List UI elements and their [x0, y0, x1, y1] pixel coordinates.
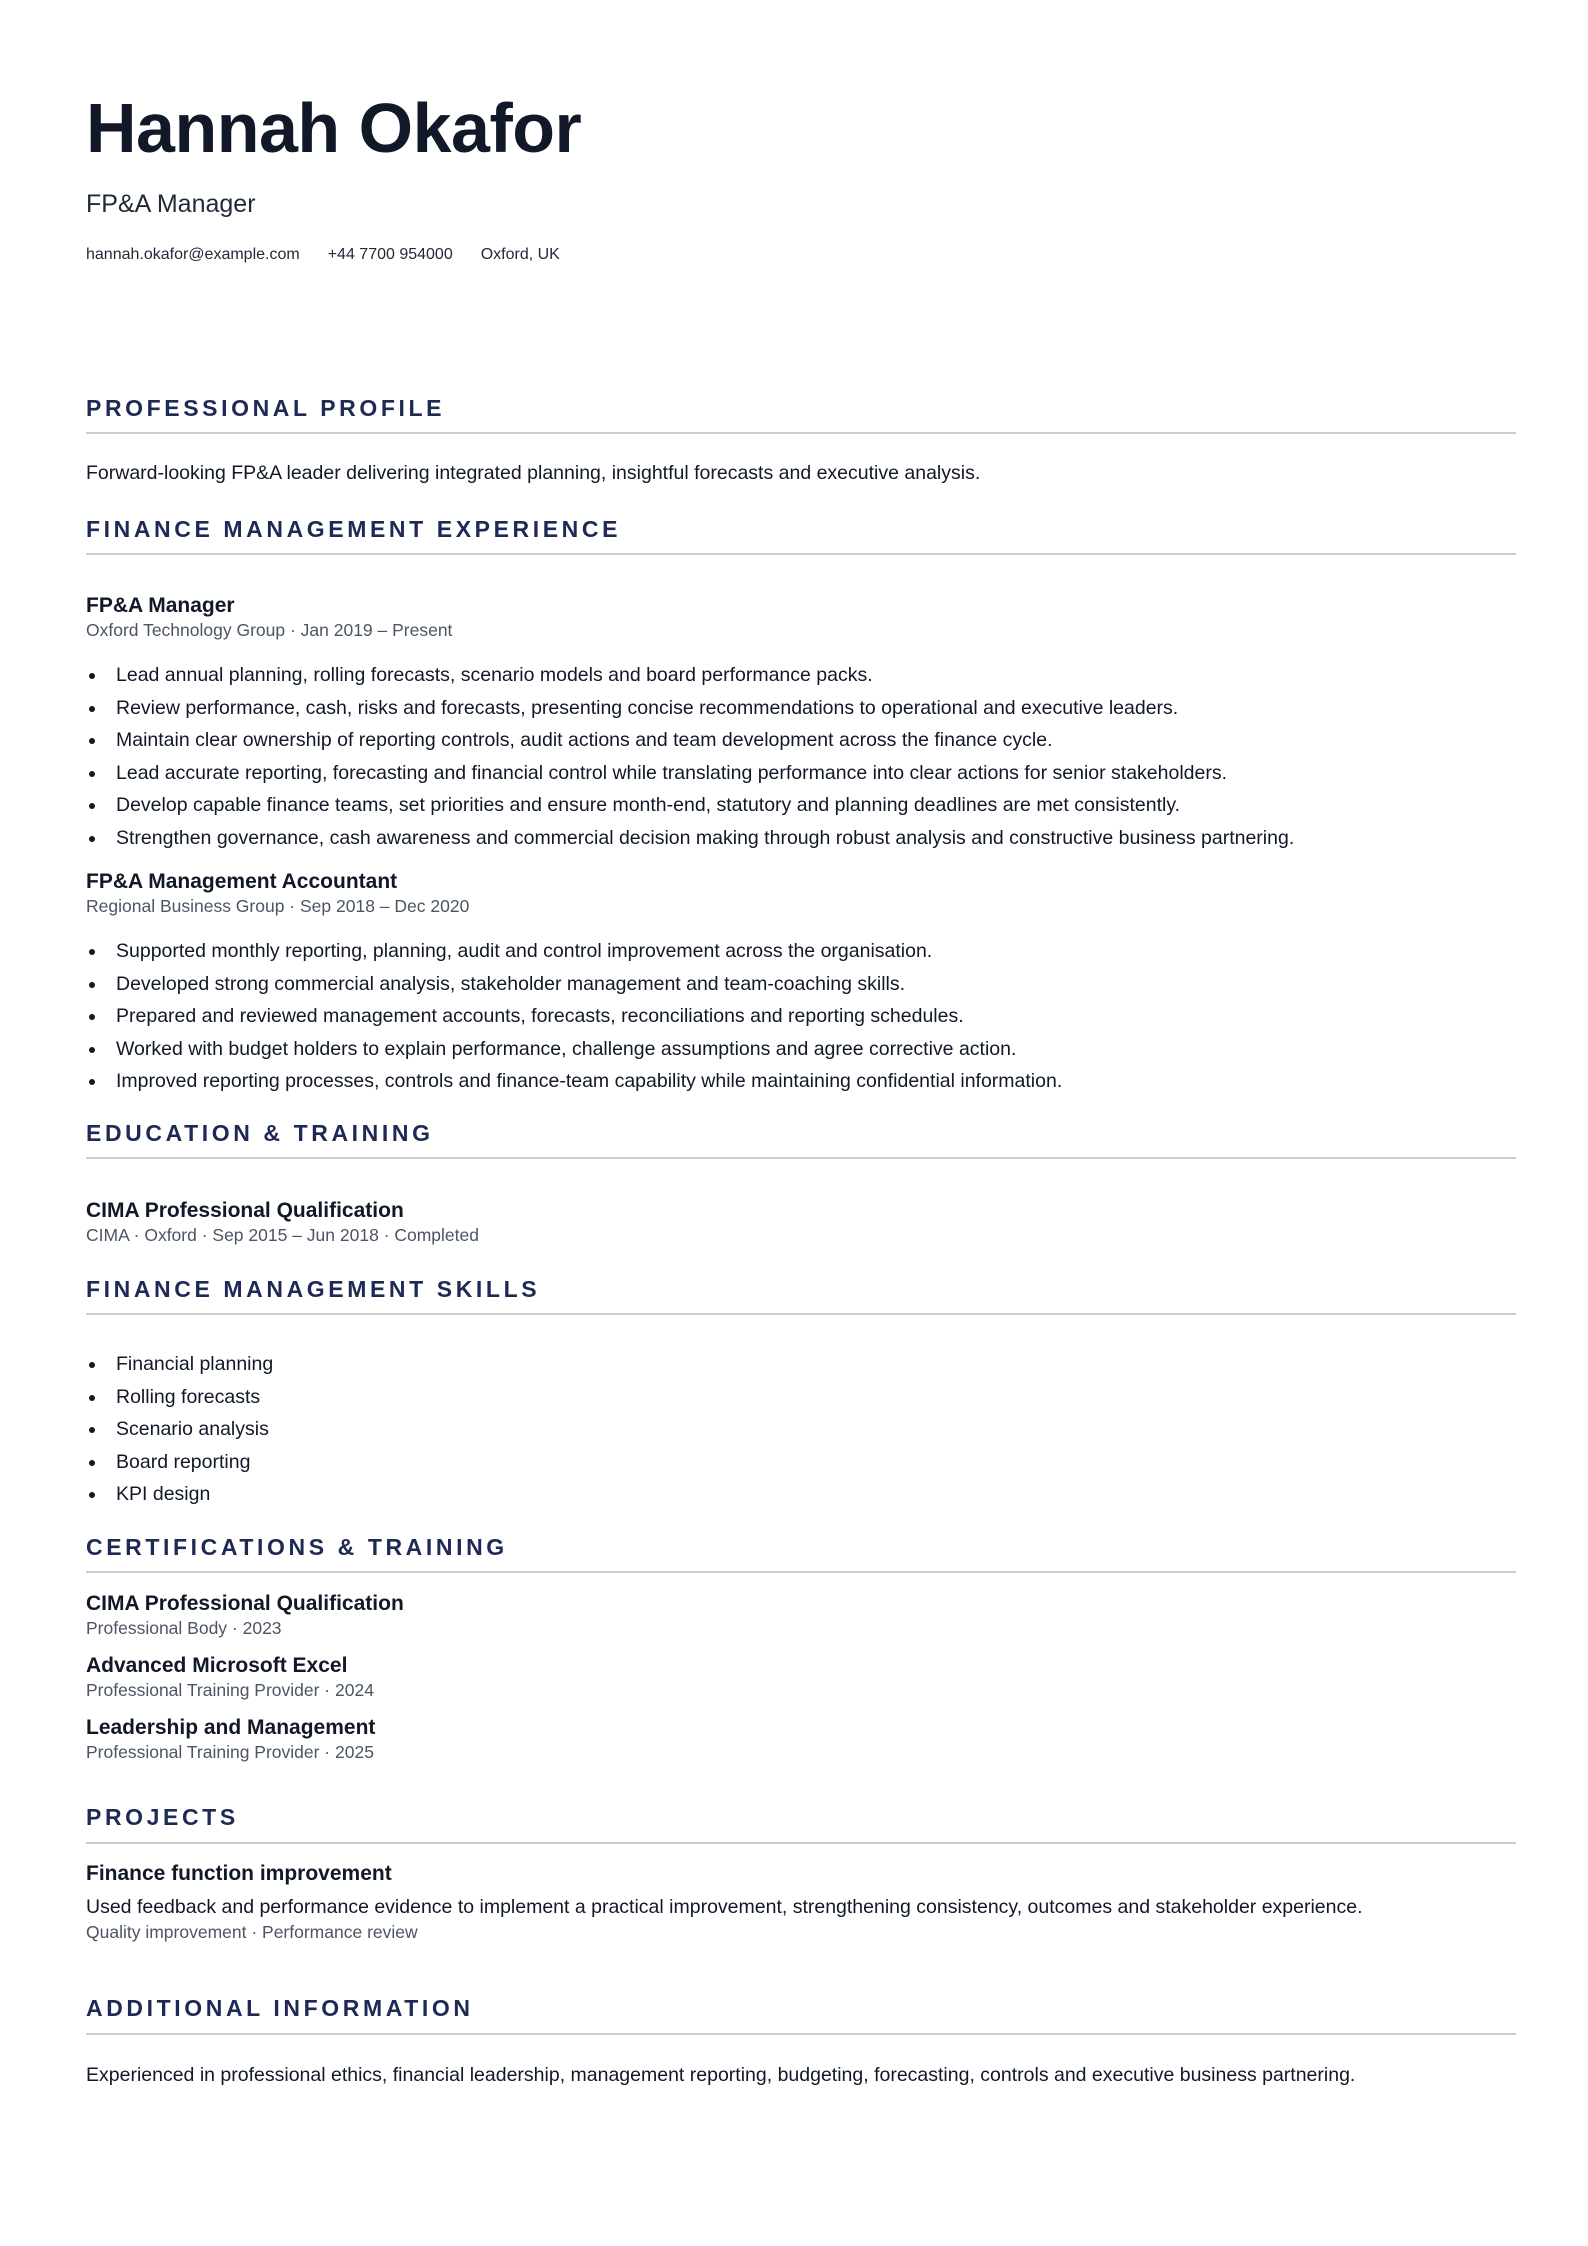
list-item: Review performance, cash, risks and forecasts, presenting concise recommendations to operational and executive leaders.: [86, 696, 1294, 729]
section-divider: [86, 553, 1516, 555]
section-experience-heading: [86, 518, 1516, 541]
section-title: FINANCE MANAGEMENT SKILLS: [86, 1276, 541, 1302]
section-title: PROFESSIONAL PROFILE: [86, 395, 446, 421]
job-bullets: [86, 939, 1062, 1102]
education-meta: CIMA · Oxford · Sep 2015 – Jun 2018 · Completed: [86, 1225, 479, 1245]
skills-list: [86, 1352, 273, 1515]
list-item: Worked with budget holders to explain performance, challenge assumptions and agree corrective action.: [86, 1037, 1062, 1070]
contact-phone[interactable]: +44 7700 954000: [327, 246, 453, 263]
job-meta: Regional Business Group · Sep 2018 – Dec 2020: [86, 896, 470, 916]
certification-title: CIMA Professional Qualification: [86, 1592, 404, 1615]
list-item: Maintain clear ownership of reporting controls, audit actions and team development across the finance cycle.: [86, 728, 1294, 761]
project-tags: Quality improvement · Performance review: [86, 1922, 418, 1942]
list-item: KPI design: [86, 1482, 273, 1515]
contact-line: [86, 246, 560, 264]
section-skills-heading: [86, 1278, 1516, 1301]
section-title: ADDITIONAL INFORMATION: [86, 1995, 474, 2021]
section-title: CERTIFICATIONS & TRAINING: [86, 1534, 508, 1560]
certification-meta: Professional Body · 2023: [86, 1618, 282, 1638]
certification-meta: Professional Training Provider · 2024: [86, 1680, 374, 1700]
job-title: FP&A Management Accountant: [86, 870, 398, 893]
project-description: Used feedback and performance evidence to implement a practical improvement, strengthening consistency, outcomes and stakeholder experience.: [86, 1896, 1363, 1918]
list-item: Prepared and reviewed management accounts, forecasts, reconciliations and reporting schedules.: [86, 1004, 1062, 1037]
list-item: Rolling forecasts: [86, 1385, 273, 1418]
section-additional-heading: [86, 1997, 1516, 2020]
project-title: Finance function improvement: [86, 1862, 392, 1885]
contact-email[interactable]: hannah.okafor@example.com: [86, 246, 300, 263]
list-item: Develop capable finance teams, set priorities and ensure month-end, statutory and planning deadlines are met consistently.: [86, 793, 1294, 826]
section-divider: [86, 1842, 1516, 1844]
profile-summary: Forward-looking FP&A leader delivering integrated planning, insightful forecasts and executive analysis.: [86, 462, 981, 484]
list-item: Supported monthly reporting, planning, audit and control improvement across the organisation.: [86, 939, 1062, 972]
candidate-role: FP&A Manager: [86, 190, 256, 218]
job-meta: Oxford Technology Group · Jan 2019 – Present: [86, 620, 453, 640]
section-divider: [86, 1157, 1516, 1159]
list-item: Developed strong commercial analysis, stakeholder management and team-coaching skills.: [86, 972, 1062, 1005]
education-title: CIMA Professional Qualification: [86, 1199, 404, 1222]
section-certifications-heading: [86, 1536, 1516, 1559]
certification-title: Advanced Microsoft Excel: [86, 1654, 348, 1677]
list-item: Board reporting: [86, 1450, 273, 1483]
contact-location: Oxford, UK: [480, 246, 560, 263]
job-bullets: [86, 663, 1294, 859]
list-item: Lead accurate reporting, forecasting and financial control while translating performance into clear actions for senior stakeholders.: [86, 761, 1294, 794]
section-divider: [86, 1313, 1516, 1315]
section-education-heading: [86, 1122, 1516, 1145]
section-profile-heading: [86, 397, 1516, 420]
list-item: Lead annual planning, rolling forecasts, scenario models and board performance packs.: [86, 663, 1294, 696]
section-title: PROJECTS: [86, 1804, 239, 1830]
certification-title: Leadership and Management: [86, 1716, 376, 1739]
list-item: Strengthen governance, cash awareness and commercial decision making through robust analysis and constructive business partnering.: [86, 826, 1294, 859]
additional-text: Experienced in professional ethics, financial leadership, management reporting, budgeting, forecasting, controls and executive business partnering.: [86, 2064, 1356, 2086]
section-title: FINANCE MANAGEMENT EXPERIENCE: [86, 516, 622, 542]
section-title: EDUCATION & TRAINING: [86, 1120, 434, 1146]
section-divider: [86, 432, 1516, 434]
section-divider: [86, 1571, 1516, 1573]
candidate-name: Hannah Okafor: [86, 89, 582, 167]
job-title: FP&A Manager: [86, 594, 235, 617]
list-item: Improved reporting processes, controls and finance-team capability while maintaining confidential information.: [86, 1069, 1062, 1102]
list-item: Scenario analysis: [86, 1417, 273, 1450]
certification-meta: Professional Training Provider · 2025: [86, 1742, 374, 1762]
section-divider: [86, 2033, 1516, 2035]
list-item: Financial planning: [86, 1352, 273, 1385]
section-projects-heading: [86, 1806, 1516, 1829]
